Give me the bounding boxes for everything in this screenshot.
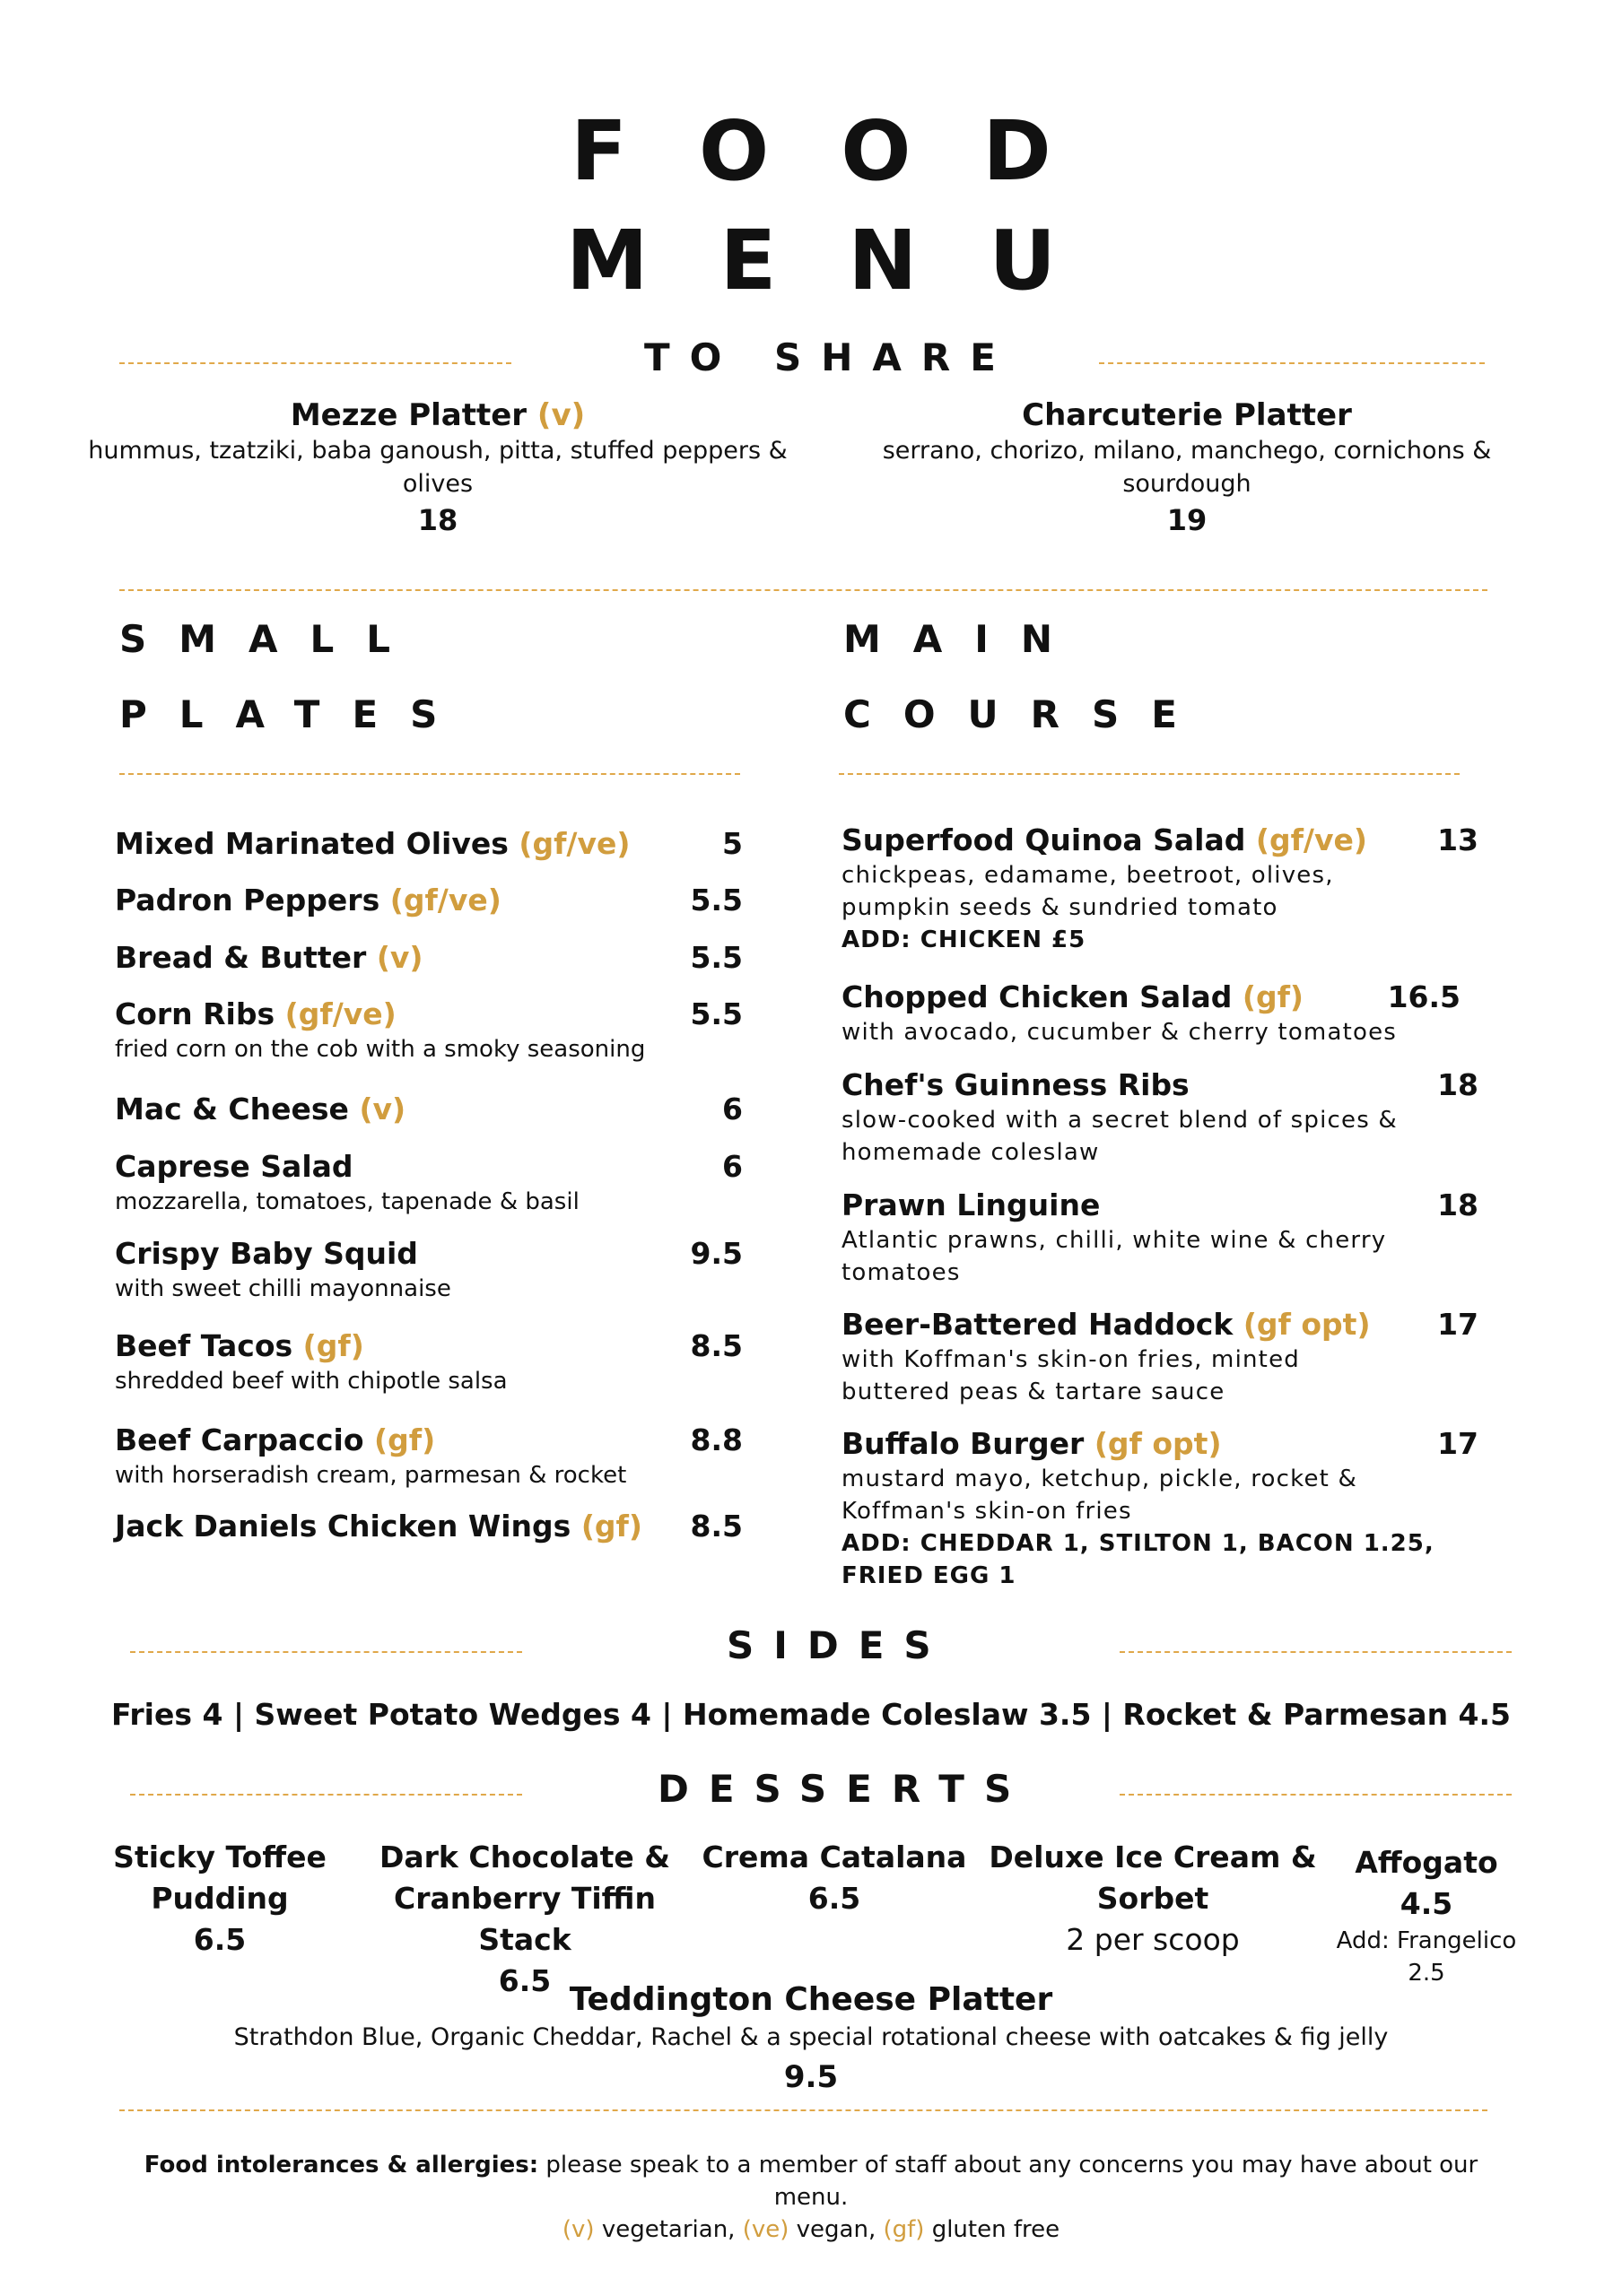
item-name: Chopped Chicken Salad xyxy=(842,979,1233,1014)
item-desc: pumpkin seeds & sundried tomato xyxy=(842,894,1278,921)
item-name: Beef Carpaccio xyxy=(115,1422,364,1457)
dessert-name: Deluxe Ice Cream & xyxy=(989,1839,1317,1874)
item-price: 5.5 xyxy=(690,940,743,975)
to-share-heading: TO SHARE xyxy=(644,335,1016,379)
item-price: 6 xyxy=(722,1149,743,1184)
allergy-notice-label: Food intolerances & allergies: xyxy=(144,2152,539,2179)
dessert-item xyxy=(987,1837,1319,1961)
small-plates-heading-1: SMALL xyxy=(119,617,423,661)
key-label: vegan, xyxy=(789,2216,884,2243)
item-price: 13 xyxy=(1437,822,1478,857)
item-name: Charcuterie Platter xyxy=(1022,397,1352,433)
menu-item xyxy=(842,1187,1478,1289)
item-add-on: ADD: CHICKEN £5 xyxy=(842,926,1086,953)
dietary-tag: (gf/ve) xyxy=(389,883,501,918)
dietary-tag: (v) xyxy=(359,1091,406,1126)
item-price: 17 xyxy=(1437,1426,1478,1461)
item-desc: Atlantic prawns, chilli, white wine & cherry xyxy=(842,1227,1387,1254)
item-name: Beer-Battered Haddock xyxy=(842,1307,1234,1342)
item-price: 8.5 xyxy=(690,1509,743,1544)
dietary-tag: (gf) xyxy=(374,1422,436,1457)
item-price: 6 xyxy=(722,1091,743,1126)
item-name: Beef Tacos xyxy=(115,1328,293,1363)
dessert-name: Sticky Toffee xyxy=(113,1839,327,1874)
key-tag-gf: (gf) xyxy=(883,2216,925,2243)
item-desc: hummus, tzatziki, baba ganoush, pitta, stuffed peppers & xyxy=(88,437,788,465)
key-label: gluten free xyxy=(924,2216,1060,2243)
main-course-heading-1: MAIN xyxy=(843,617,1086,661)
item-name: Caprese Salad xyxy=(115,1149,353,1184)
dietary-tag: (gf opt) xyxy=(1094,1426,1222,1461)
dietary-tag: (gf) xyxy=(1242,979,1304,1014)
item-desc: fried corn on the cob with a smoky seasoning xyxy=(115,1036,646,1063)
item-desc: buttered peas & tartare sauce xyxy=(842,1378,1225,1405)
item-price: 8.8 xyxy=(690,1422,743,1457)
item-price: 19 xyxy=(1166,503,1208,537)
item-desc: with Koffman's skin-on fries, minted xyxy=(842,1346,1300,1373)
cheese-platter-name: Teddington Cheese Platter xyxy=(569,1981,1053,2018)
divider xyxy=(119,589,1487,591)
menu-item xyxy=(842,822,1478,956)
dietary-key xyxy=(90,2213,1532,2246)
item-desc: with avocado, cucumber & cherry tomatoes xyxy=(842,1019,1398,1046)
item-name: Corn Ribs xyxy=(115,996,275,1031)
item-price: 9.5 xyxy=(690,1236,743,1271)
item-price: 8.5 xyxy=(690,1328,743,1363)
divider xyxy=(119,773,740,775)
item-desc: slow-cooked with a secret blend of spices & xyxy=(842,1107,1398,1134)
menu-item xyxy=(115,1091,743,1128)
dessert-add-on: Add: Frangelico xyxy=(1336,1927,1517,1954)
item-desc: mustard mayo, ketchup, pickle, rocket & xyxy=(842,1465,1357,1492)
dessert-price: 6.5 xyxy=(807,1881,861,1916)
sides-list: Fries 4 | Sweet Potato Wedges 4 | Homemade Coleslaw 3.5 | Rocket & Parmesan 4.5 xyxy=(110,1697,1512,1732)
dessert-item xyxy=(1328,1842,1525,1989)
item-name: Superfood Quinoa Salad xyxy=(842,822,1246,857)
menu-item xyxy=(115,882,743,919)
item-name: Jack Daniels Chicken Wings xyxy=(115,1509,571,1544)
menu-item xyxy=(842,1066,1478,1169)
dietary-tag: (gf) xyxy=(302,1328,364,1363)
item-name: Buffalo Burger xyxy=(842,1426,1085,1461)
menu-item xyxy=(842,978,1478,1048)
item-price: 18 xyxy=(417,503,458,537)
dessert-item xyxy=(700,1837,969,1919)
item-add-on: ADD: CHEDDAR 1, STILTON 1, BACON 1.25, xyxy=(842,1530,1435,1557)
item-name: Padron Peppers xyxy=(115,883,380,918)
divider xyxy=(1120,1651,1512,1653)
dessert-name: Pudding xyxy=(151,1881,289,1916)
divider xyxy=(839,773,1460,775)
menu-title-line1: FOOD xyxy=(571,103,1123,199)
menu-item xyxy=(842,1306,1478,1408)
dessert-price: 6.5 xyxy=(498,1963,552,1998)
menu-item xyxy=(115,825,743,863)
desserts-heading: DESSERTS xyxy=(658,1767,1032,1811)
menu-item xyxy=(115,939,743,977)
item-name: Prawn Linguine xyxy=(842,1187,1101,1222)
menu-item xyxy=(115,996,743,1065)
item-name: Mezze Platter xyxy=(290,397,528,433)
item-price: 18 xyxy=(1437,1187,1478,1222)
item-desc: chickpeas, edamame, beetroot, olives, xyxy=(842,862,1334,889)
dessert-add-on-price: 2.5 xyxy=(1408,1960,1445,1987)
menu-item xyxy=(115,1235,743,1305)
dietary-tag: (gf/ve) xyxy=(284,996,397,1031)
item-desc: shredded beef with chipotle salsa xyxy=(115,1368,508,1395)
item-name: Mixed Marinated Olives xyxy=(115,826,509,861)
item-price: 5.5 xyxy=(690,996,743,1031)
dessert-price: 6.5 xyxy=(193,1922,247,1957)
divider xyxy=(119,362,511,364)
menu-item xyxy=(115,1327,743,1397)
item-price: 18 xyxy=(1437,1067,1478,1102)
dessert-name: Dark Chocolate & xyxy=(379,1839,670,1874)
item-price: 5 xyxy=(722,826,743,861)
item-name: Chef's Guinness Ribs xyxy=(842,1067,1190,1102)
dessert-item xyxy=(345,1837,704,2002)
item-desc: olives xyxy=(402,470,474,498)
key-tag-ve: (ve) xyxy=(742,2216,789,2243)
item-desc: with sweet chilli mayonnaise xyxy=(115,1275,451,1302)
dessert-price: 4.5 xyxy=(1400,1886,1453,1921)
share-item xyxy=(824,396,1550,540)
dietary-tag: (gf/ve) xyxy=(519,826,631,861)
dietary-tag: (v) xyxy=(536,397,586,433)
item-price: 16.5 xyxy=(1387,979,1461,1014)
dessert-name: Affogato xyxy=(1355,1845,1498,1880)
key-label: vegetarian, xyxy=(594,2216,743,2243)
sides-heading: SIDES xyxy=(727,1623,951,1667)
item-price: 17 xyxy=(1437,1307,1478,1342)
main-course-heading-2: COURSE xyxy=(843,692,1209,736)
item-name: Mac & Cheese xyxy=(115,1091,349,1126)
dietary-tag: (gf opt) xyxy=(1243,1307,1371,1342)
item-desc: mozzarella, tomatoes, tapenade & basil xyxy=(115,1188,580,1215)
allergy-notice xyxy=(90,2149,1532,2246)
divider xyxy=(130,1794,522,1796)
dessert-item xyxy=(90,1837,350,1961)
dessert-name: Crema Catalana xyxy=(702,1839,967,1874)
item-name: Bread & Butter xyxy=(115,940,367,975)
divider xyxy=(1120,1794,1512,1796)
cheese-platter-desc: Strathdon Blue, Organic Cheddar, Rachel & a special rotational cheese with oatcakes & fig jelly xyxy=(233,2023,1389,2051)
item-desc: homemade coleslaw xyxy=(842,1139,1100,1166)
menu-item xyxy=(115,1422,743,1492)
cheese-platter-price: 9.5 xyxy=(783,2059,839,2095)
item-desc: Koffman's skin-on fries xyxy=(842,1498,1132,1525)
menu-title-line2: MENU xyxy=(565,213,1129,309)
item-desc: with horseradish cream, parmesan & rocket xyxy=(115,1462,627,1489)
menu-item xyxy=(115,1148,743,1218)
share-item xyxy=(70,396,806,540)
item-desc: tomatoes xyxy=(842,1259,961,1286)
divider xyxy=(119,2109,1487,2111)
menu-item xyxy=(842,1425,1478,1592)
dietary-tag: (v) xyxy=(376,940,423,975)
item-desc: sourdough xyxy=(1122,470,1251,498)
key-tag-v: (v) xyxy=(562,2216,595,2243)
allergy-notice-text: menu. xyxy=(773,2184,849,2211)
item-name: Crispy Baby Squid xyxy=(115,1236,418,1271)
item-desc: serrano, chorizo, milano, manchego, cornichons & xyxy=(882,437,1492,465)
small-plates-heading-2: PLATES xyxy=(119,692,470,736)
dietary-tag: (gf/ve) xyxy=(1255,822,1367,857)
dessert-name: Sorbet xyxy=(1096,1881,1209,1916)
allergy-notice-text: please speak to a member of staff about any concerns you may have about our xyxy=(538,2152,1478,2179)
divider xyxy=(1099,362,1485,364)
item-price: 5.5 xyxy=(690,883,743,918)
dietary-tag: (gf) xyxy=(580,1509,642,1544)
dessert-price: 2 per scoop xyxy=(1066,1922,1240,1957)
item-add-on: FRIED EGG 1 xyxy=(842,1562,1016,1589)
dessert-name: Cranberry Tiffin Stack xyxy=(394,1881,656,1957)
divider xyxy=(130,1651,522,1653)
cheese-platter xyxy=(0,1979,1622,2100)
menu-item xyxy=(115,1508,743,1545)
